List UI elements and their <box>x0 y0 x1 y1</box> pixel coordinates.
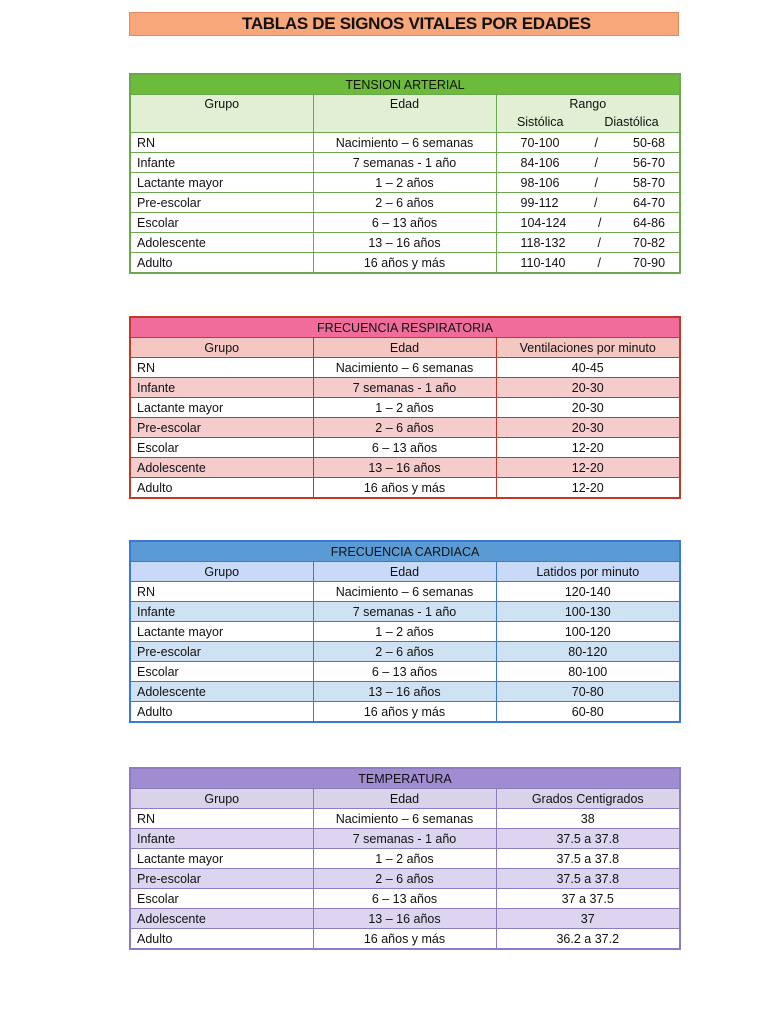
sistolica-value: 99-112 <box>520 195 559 210</box>
table-row <box>130 173 680 193</box>
diastolica-value: 64-70 <box>633 195 666 210</box>
cell-grupo: Adulto <box>130 478 313 499</box>
table-title: TEMPERATURA <box>130 768 680 789</box>
separator: / <box>594 135 598 150</box>
separator: / <box>597 215 602 230</box>
column-header-rango <box>496 95 680 133</box>
column-header-edad: Edad <box>313 789 496 809</box>
cell-edad: 1 – 2 años <box>313 173 496 193</box>
cell-valor: 70-80 <box>496 682 680 702</box>
cell-edad: Nacimiento – 6 semanas <box>313 358 496 378</box>
separator: / <box>594 195 598 210</box>
cell-valor: 12-20 <box>496 438 680 458</box>
table-row <box>130 809 680 829</box>
table-row <box>130 662 680 682</box>
table-row <box>130 602 680 622</box>
table-row <box>130 849 680 869</box>
column-header-edad: Edad <box>313 338 496 358</box>
table-row <box>130 398 680 418</box>
cell-valor: 37.5 a 37.8 <box>496 849 680 869</box>
cell-edad: 16 años y más <box>313 929 496 950</box>
cell-edad: 1 – 2 años <box>313 849 496 869</box>
temperatura-table <box>129 767 681 950</box>
cell-grupo: Adolescente <box>130 909 313 929</box>
cell-valor: 12-20 <box>496 458 680 478</box>
table-title: FRECUENCIA CARDIACA <box>130 541 680 562</box>
separator: / <box>597 255 601 270</box>
cell-grupo: Lactante mayor <box>130 398 313 418</box>
cell-grupo: Pre-escolar <box>130 193 313 213</box>
cell-valor: 37 <box>496 909 680 929</box>
cell-edad: 13 – 16 años <box>313 458 496 478</box>
table-row <box>130 682 680 702</box>
table-row <box>130 458 680 478</box>
cell-grupo: Infante <box>130 378 313 398</box>
frecuencia-respiratoria-table <box>129 316 681 499</box>
cell-grupo: Adulto <box>130 253 313 274</box>
cell-valor: 37.5 a 37.8 <box>496 829 680 849</box>
table-row <box>130 358 680 378</box>
column-header-grupo: Grupo <box>130 562 313 582</box>
cell-grupo: Infante <box>130 153 313 173</box>
cell-edad: 13 – 16 años <box>313 233 496 253</box>
cell-edad: 1 – 2 años <box>313 622 496 642</box>
cell-valor: 20-30 <box>496 418 680 438</box>
diastolica-value: 56-70 <box>633 155 666 170</box>
table-row <box>130 889 680 909</box>
cell-valor: 100-120 <box>496 622 680 642</box>
cell-edad: 16 años y más <box>313 253 496 274</box>
table-row <box>130 622 680 642</box>
cell-valor: 36.2 a 37.2 <box>496 929 680 950</box>
diastolica-label: Diastólica <box>604 115 659 129</box>
cell-edad: 1 – 2 años <box>313 398 496 418</box>
cell-edad: 2 – 6 años <box>313 193 496 213</box>
cell-rango <box>496 193 680 213</box>
cell-grupo: Escolar <box>130 889 313 909</box>
column-header-grupo: Grupo <box>130 338 313 358</box>
separator: / <box>597 235 601 250</box>
table-row <box>130 153 680 173</box>
cell-valor: 120-140 <box>496 582 680 602</box>
table-row <box>130 233 680 253</box>
cell-grupo: Escolar <box>130 662 313 682</box>
table-row <box>130 909 680 929</box>
cell-valor: 60-80 <box>496 702 680 723</box>
table-title: TENSION ARTERIAL <box>130 74 680 95</box>
cell-grupo: Pre-escolar <box>130 642 313 662</box>
cell-valor: 80-100 <box>496 662 680 682</box>
cell-rango <box>496 233 680 253</box>
cell-grupo: Adolescente <box>130 682 313 702</box>
cell-valor: 80-120 <box>496 642 680 662</box>
diastolica-value: 58-70 <box>633 175 666 190</box>
cell-edad: 6 – 13 años <box>313 438 496 458</box>
separator: / <box>594 155 598 170</box>
table-row <box>130 829 680 849</box>
cell-edad: 6 – 13 años <box>313 889 496 909</box>
diastolica-value: 70-90 <box>633 255 666 270</box>
cell-edad: Nacimiento – 6 semanas <box>313 133 496 153</box>
column-header-grupo: Grupo <box>130 95 313 133</box>
cell-edad: 2 – 6 años <box>313 418 496 438</box>
cell-grupo: Adulto <box>130 702 313 723</box>
cell-grupo: Escolar <box>130 438 313 458</box>
cell-grupo: Pre-escolar <box>130 869 313 889</box>
diastolica-value: 64-86 <box>633 215 666 230</box>
cell-edad: Nacimiento – 6 semanas <box>313 809 496 829</box>
table-row <box>130 193 680 213</box>
cell-edad: 7 semanas - 1 año <box>313 602 496 622</box>
tension-arterial-table <box>129 73 681 274</box>
cell-grupo: Infante <box>130 602 313 622</box>
cell-valor: 100-130 <box>496 602 680 622</box>
cell-grupo: RN <box>130 582 313 602</box>
cell-valor: 38 <box>496 809 680 829</box>
cell-edad: 7 semanas - 1 año <box>313 829 496 849</box>
cell-valor: 20-30 <box>496 378 680 398</box>
cell-edad: 2 – 6 años <box>313 869 496 889</box>
cell-grupo: RN <box>130 358 313 378</box>
sistolica-value: 70-100 <box>520 135 560 150</box>
cell-valor: 12-20 <box>496 478 680 499</box>
cell-grupo: RN <box>130 133 313 153</box>
sistolica-value: 110-140 <box>520 255 566 270</box>
column-header-edad: Edad <box>313 562 496 582</box>
table-row <box>130 582 680 602</box>
cell-grupo: Pre-escolar <box>130 418 313 438</box>
table-row <box>130 213 680 233</box>
cell-edad: Nacimiento – 6 semanas <box>313 582 496 602</box>
frecuencia-cardiaca-table <box>129 540 681 723</box>
cell-grupo: RN <box>130 809 313 829</box>
table-row <box>130 378 680 398</box>
table-row <box>130 642 680 662</box>
cell-valor: 40-45 <box>496 358 680 378</box>
column-header-valor: Latidos por minuto <box>496 562 680 582</box>
cell-edad: 13 – 16 años <box>313 682 496 702</box>
table-row <box>130 478 680 499</box>
cell-grupo: Adolescente <box>130 233 313 253</box>
cell-edad: 6 – 13 años <box>313 662 496 682</box>
table-row <box>130 929 680 950</box>
sistolica-value: 118-132 <box>520 235 566 250</box>
cell-grupo: Infante <box>130 829 313 849</box>
column-header-edad: Edad <box>313 95 496 133</box>
separator: / <box>594 175 598 190</box>
table-row <box>130 702 680 723</box>
cell-valor: 37.5 a 37.8 <box>496 869 680 889</box>
cell-valor: 20-30 <box>496 398 680 418</box>
sistolica-value: 104-124 <box>520 215 567 230</box>
table-row <box>130 253 680 274</box>
cell-edad: 6 – 13 años <box>313 213 496 233</box>
table-row <box>130 438 680 458</box>
table-row <box>130 418 680 438</box>
cell-rango <box>496 153 680 173</box>
table-row <box>130 869 680 889</box>
sistolica-value: 98-106 <box>520 175 560 190</box>
cell-valor: 37 a 37.5 <box>496 889 680 909</box>
page-title: TABLAS DE SIGNOS VITALES POR EDADES <box>129 12 679 36</box>
column-header-valor: Grados Centigrados <box>496 789 680 809</box>
cell-edad: 7 semanas - 1 año <box>313 378 496 398</box>
cell-rango <box>496 133 680 153</box>
cell-grupo: Lactante mayor <box>130 173 313 193</box>
cell-edad: 2 – 6 años <box>313 642 496 662</box>
diastolica-value: 70-82 <box>633 235 666 250</box>
cell-rango <box>496 253 680 274</box>
column-header-valor: Ventilaciones por minuto <box>496 338 680 358</box>
table-title: FRECUENCIA RESPIRATORIA <box>130 317 680 338</box>
cell-grupo: Adulto <box>130 929 313 950</box>
cell-grupo: Lactante mayor <box>130 849 313 869</box>
table-row <box>130 133 680 153</box>
sistolica-value: 84-106 <box>520 155 560 170</box>
cell-rango <box>496 213 680 233</box>
rango-label: Rango <box>569 97 607 111</box>
cell-grupo: Adolescente <box>130 458 313 478</box>
cell-edad: 13 – 16 años <box>313 909 496 929</box>
cell-rango <box>496 173 680 193</box>
cell-edad: 16 años y más <box>313 702 496 723</box>
diastolica-value: 50-68 <box>633 135 666 150</box>
cell-edad: 7 semanas - 1 año <box>313 153 496 173</box>
column-header-grupo: Grupo <box>130 789 313 809</box>
cell-grupo: Lactante mayor <box>130 622 313 642</box>
sistolica-label: Sistólica <box>516 115 564 129</box>
cell-edad: 16 años y más <box>313 478 496 499</box>
cell-grupo: Escolar <box>130 213 313 233</box>
